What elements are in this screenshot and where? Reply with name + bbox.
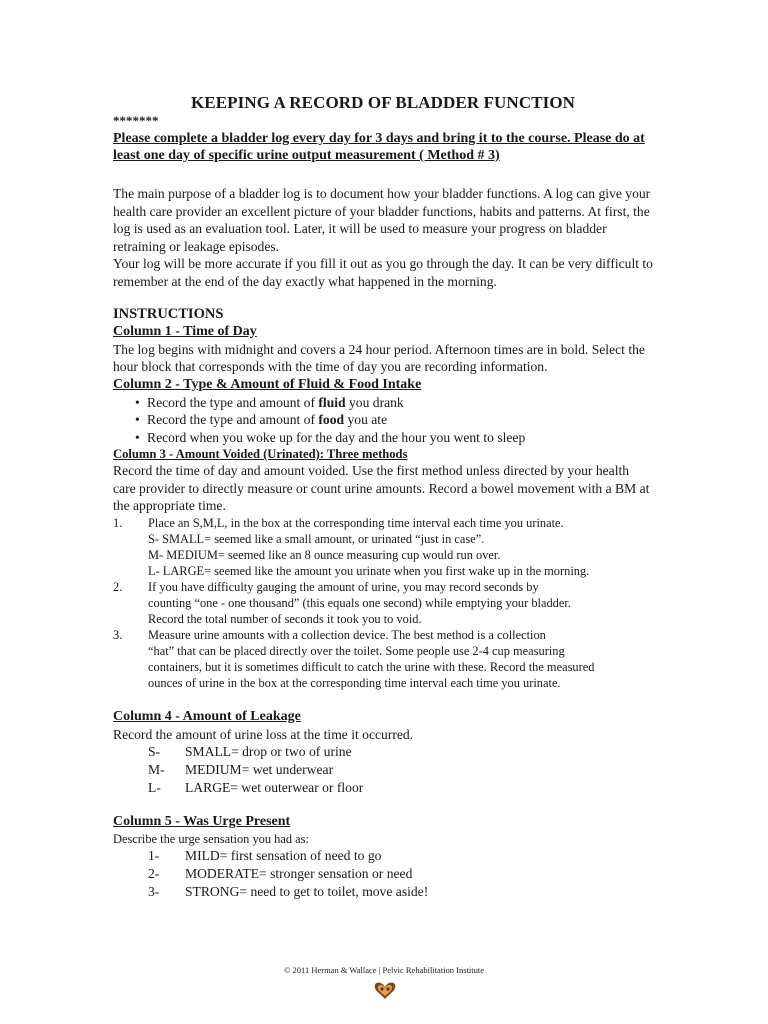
bullet-text: Record the type and amount of bbox=[147, 412, 319, 428]
column-3-text: Record the time of day and amount voided. Use the first method unless directed by your health care provider to directly measure or count urine amounts. Record a bowel movement with a BM at the appropriate time. bbox=[113, 462, 650, 514]
bullet-text: Record when you woke up for the day and the hour you went to sleep bbox=[147, 429, 526, 445]
leakage-desc: MEDIUM= wet underwear bbox=[185, 762, 334, 778]
urge-moderate bbox=[113, 865, 653, 883]
urge-key: 1- bbox=[148, 848, 160, 864]
leakage-key: S- bbox=[148, 744, 161, 760]
method-2 bbox=[113, 579, 653, 595]
urge-strong bbox=[113, 883, 653, 901]
method-number: 2. bbox=[113, 579, 123, 594]
column-1-heading: Column 1 - Time of Day bbox=[113, 323, 257, 339]
bullet-icon: • bbox=[135, 412, 140, 428]
bullet-text: you drank bbox=[345, 394, 404, 410]
method-2-line-3: Record the total number of seconds it took you to void. bbox=[148, 611, 422, 626]
leakage-small bbox=[113, 743, 653, 761]
bullet-bold-word: food bbox=[318, 412, 345, 428]
leakage-desc: SMALL= drop or two of urine bbox=[185, 744, 352, 760]
institute-logo-icon bbox=[373, 980, 397, 1000]
column-4-heading: Column 4 - Amount of Leakage bbox=[113, 708, 301, 724]
bullet-text: Record the type and amount of bbox=[147, 394, 319, 410]
leakage-medium bbox=[113, 761, 653, 779]
leakage-key: M- bbox=[148, 762, 165, 778]
column-4-text: Record the amount of urine loss at the time it occurred. bbox=[113, 726, 414, 742]
method-1-small: S- SMALL= seemed like a small amount, or urinated “just in case”. bbox=[148, 531, 485, 546]
method-3-line-4: ounces of urine in the box at the corresponding time interval each time you urinate. bbox=[148, 675, 561, 690]
method-1-large: L- LARGE= seemed like the amount you urinate when you first wake up in the morning. bbox=[148, 563, 590, 578]
list-item bbox=[135, 394, 653, 411]
column-5-text: Describe the urge sensation you had as: bbox=[113, 832, 309, 847]
bullet-icon: • bbox=[135, 429, 140, 445]
list-item bbox=[135, 429, 653, 446]
instructions-heading: INSTRUCTIONS bbox=[113, 305, 224, 322]
column-2-heading: Column 2 - Type & Amount of Fluid & Food Intake bbox=[113, 376, 422, 392]
bullet-text: you ate bbox=[344, 412, 388, 428]
leakage-large bbox=[113, 779, 653, 797]
urge-mild bbox=[113, 847, 653, 865]
document-page bbox=[113, 92, 653, 901]
leakage-key: L- bbox=[148, 780, 161, 796]
column-2-bullet-list bbox=[113, 394, 653, 446]
column-3-heading: Column 3 - Amount Voided (Urinated): Three methods bbox=[113, 446, 408, 461]
list-item bbox=[135, 411, 653, 428]
method-text: If you have difficulty gauging the amount of urine, you may record seconds by bbox=[148, 579, 539, 594]
method-text: Measure urine amounts with a collection device. The best method is a collection bbox=[148, 627, 546, 642]
method-1 bbox=[113, 515, 653, 531]
column-1-text: The log begins with midnight and covers a 24 hour period. Afternoon times are in bold. Select the hour block that corresponds with the time of day you are recording information. bbox=[113, 341, 645, 375]
copyright-footer: © 2011 Herman & Wallace | Pelvic Rehabilitation Institute bbox=[283, 965, 485, 975]
method-text: Place an S,M,L, in the box at the corresponding time interval each time you urinate. bbox=[148, 515, 564, 530]
title-separator-stars: ******* bbox=[113, 113, 159, 128]
method-3-line-2: “hat” that can be placed directly over the toilet. Some people use 2-4 cup measuring bbox=[148, 643, 565, 658]
method-3-line-3: containers, but it is sometimes difficult to catch the urine with these. Record the measured bbox=[148, 659, 595, 674]
method-number: 1. bbox=[113, 515, 123, 530]
method-2-line-2: counting “one - one thousand” (this equals one second) while emptying your bladder. bbox=[148, 595, 571, 610]
accuracy-paragraph: Your log will be more accurate if you fill it out as you go through the day. It can be very difficult to remember at the end of the day exactly what happened in the morning. bbox=[113, 256, 653, 289]
urge-desc: MILD= first sensation of need to go bbox=[185, 848, 382, 864]
method-3 bbox=[113, 627, 653, 643]
urge-key: 2- bbox=[148, 866, 160, 882]
method-number: 3. bbox=[113, 627, 123, 642]
urge-key: 3- bbox=[148, 884, 160, 900]
method-1-medium: M- MEDIUM= seemed like an 8 ounce measuring cup would run over. bbox=[148, 547, 501, 562]
document-title: KEEPING A RECORD OF BLADDER FUNCTION bbox=[190, 93, 576, 112]
bullet-bold-word: fluid bbox=[318, 394, 346, 410]
column-5-heading: Column 5 - Was Urge Present bbox=[113, 814, 291, 830]
bullet-icon: • bbox=[135, 394, 140, 410]
leakage-desc: LARGE= wet outerwear or floor bbox=[185, 780, 364, 796]
intro-instruction: Please complete a bladder log every day for 3 days and bring it to the course. Please do at least one day of specific urine output measurement ( Method # 3) bbox=[113, 131, 645, 163]
urge-desc: MODERATE= stronger sensation or need bbox=[185, 866, 413, 882]
purpose-paragraph: The main purpose of a bladder log is to document how your bladder functions. A log can give your health care provider an excellent picture of your bladder functions, habits and patterns. At first, the log is used as an evaluation tool. Later, it will be used to measure your progress on bladder retraining or leakage episodes. bbox=[113, 186, 651, 254]
urge-desc: STRONG= need to get to toilet, move aside! bbox=[185, 884, 429, 900]
